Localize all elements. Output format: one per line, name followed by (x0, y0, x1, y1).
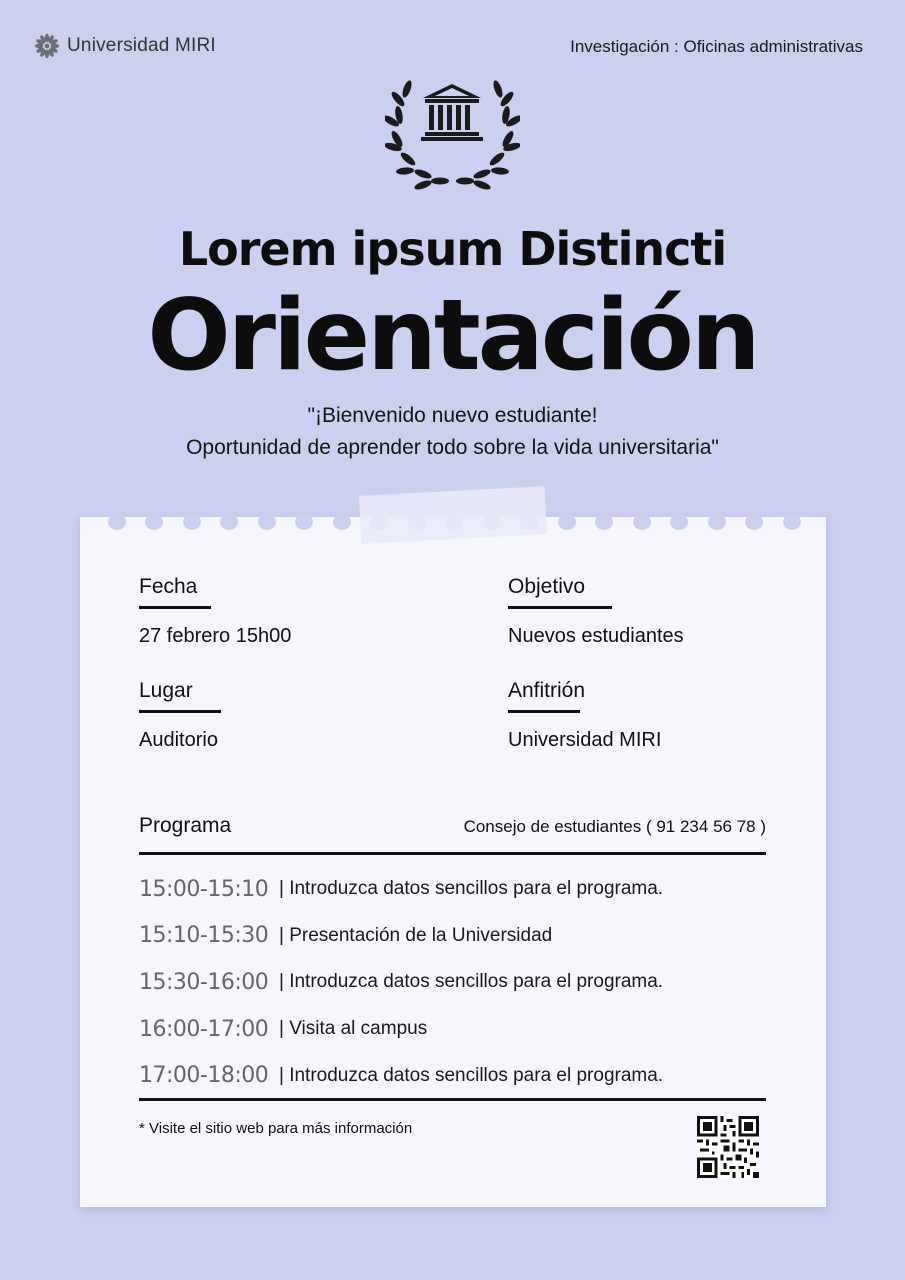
university-laurel-icon (385, 77, 520, 197)
fecha-field (139, 575, 291, 648)
program-time: 15:10-15:30 (139, 923, 269, 949)
brand-logo (34, 33, 216, 59)
program-title: Programa (139, 814, 232, 837)
program-desc: | Introduzca datos sencillos para el programa. (279, 878, 664, 900)
brand-name: Universidad MIRI (67, 35, 216, 56)
program-row (139, 1052, 766, 1099)
program-desc: | Visita al campus (279, 1018, 428, 1040)
program-time: 17:00-18:00 (139, 1063, 269, 1089)
lugar-value: Auditorio (139, 729, 218, 751)
program-desc: | Introduzca datos sencillos para el programa. (279, 1064, 664, 1086)
program-time: 15:00-15:10 (139, 876, 269, 902)
program-header (139, 814, 766, 855)
program-row (139, 959, 766, 1006)
objetivo-value: Nuevos estudiantes (508, 625, 684, 647)
fecha-label: Fecha (139, 575, 197, 609)
objetivo-field (508, 575, 684, 648)
flower-logo-icon (34, 33, 60, 59)
program-desc: | Presentación de la Universidad (279, 924, 553, 946)
website-note: * Visite el sitio web para más información (139, 1120, 413, 1137)
tagline-line-2: Oportunidad de aprender todo sobre la vida universitaria" (186, 436, 719, 459)
anfitrion-label: Anfitrión (508, 679, 585, 713)
event-headline: Lorem ipsum Distincti (178, 222, 727, 276)
program-time: 16:00-17:00 (139, 1016, 269, 1042)
anfitrion-value: Universidad MIRI (508, 729, 662, 751)
program-time: 15:30-16:00 (139, 969, 269, 995)
qr-code-icon[interactable] (697, 1116, 759, 1178)
program-row (139, 866, 766, 913)
program-row (139, 913, 766, 960)
anfitrion-field (508, 679, 661, 752)
program-contact: Consejo de estudiantes ( 91 234 56 78 ) (463, 817, 766, 836)
event-title: Orientación (147, 279, 758, 393)
program-desc: | Introduzca datos sencillos para el programa. (279, 971, 664, 993)
fecha-value: 27 febrero 15h00 (139, 625, 292, 647)
tagline (0, 400, 905, 464)
department-label: Investigación : Oficinas administrativas (570, 37, 863, 56)
lugar-field (139, 679, 218, 752)
tape-strip (359, 486, 547, 544)
program-row (139, 1006, 766, 1053)
program-divider (139, 1098, 766, 1101)
objetivo-label: Objetivo (508, 575, 585, 609)
tagline-line-1: "¡Bienvenido nuevo estudiante! (307, 404, 598, 427)
program-list (139, 866, 766, 1099)
lugar-label: Lugar (139, 679, 193, 713)
